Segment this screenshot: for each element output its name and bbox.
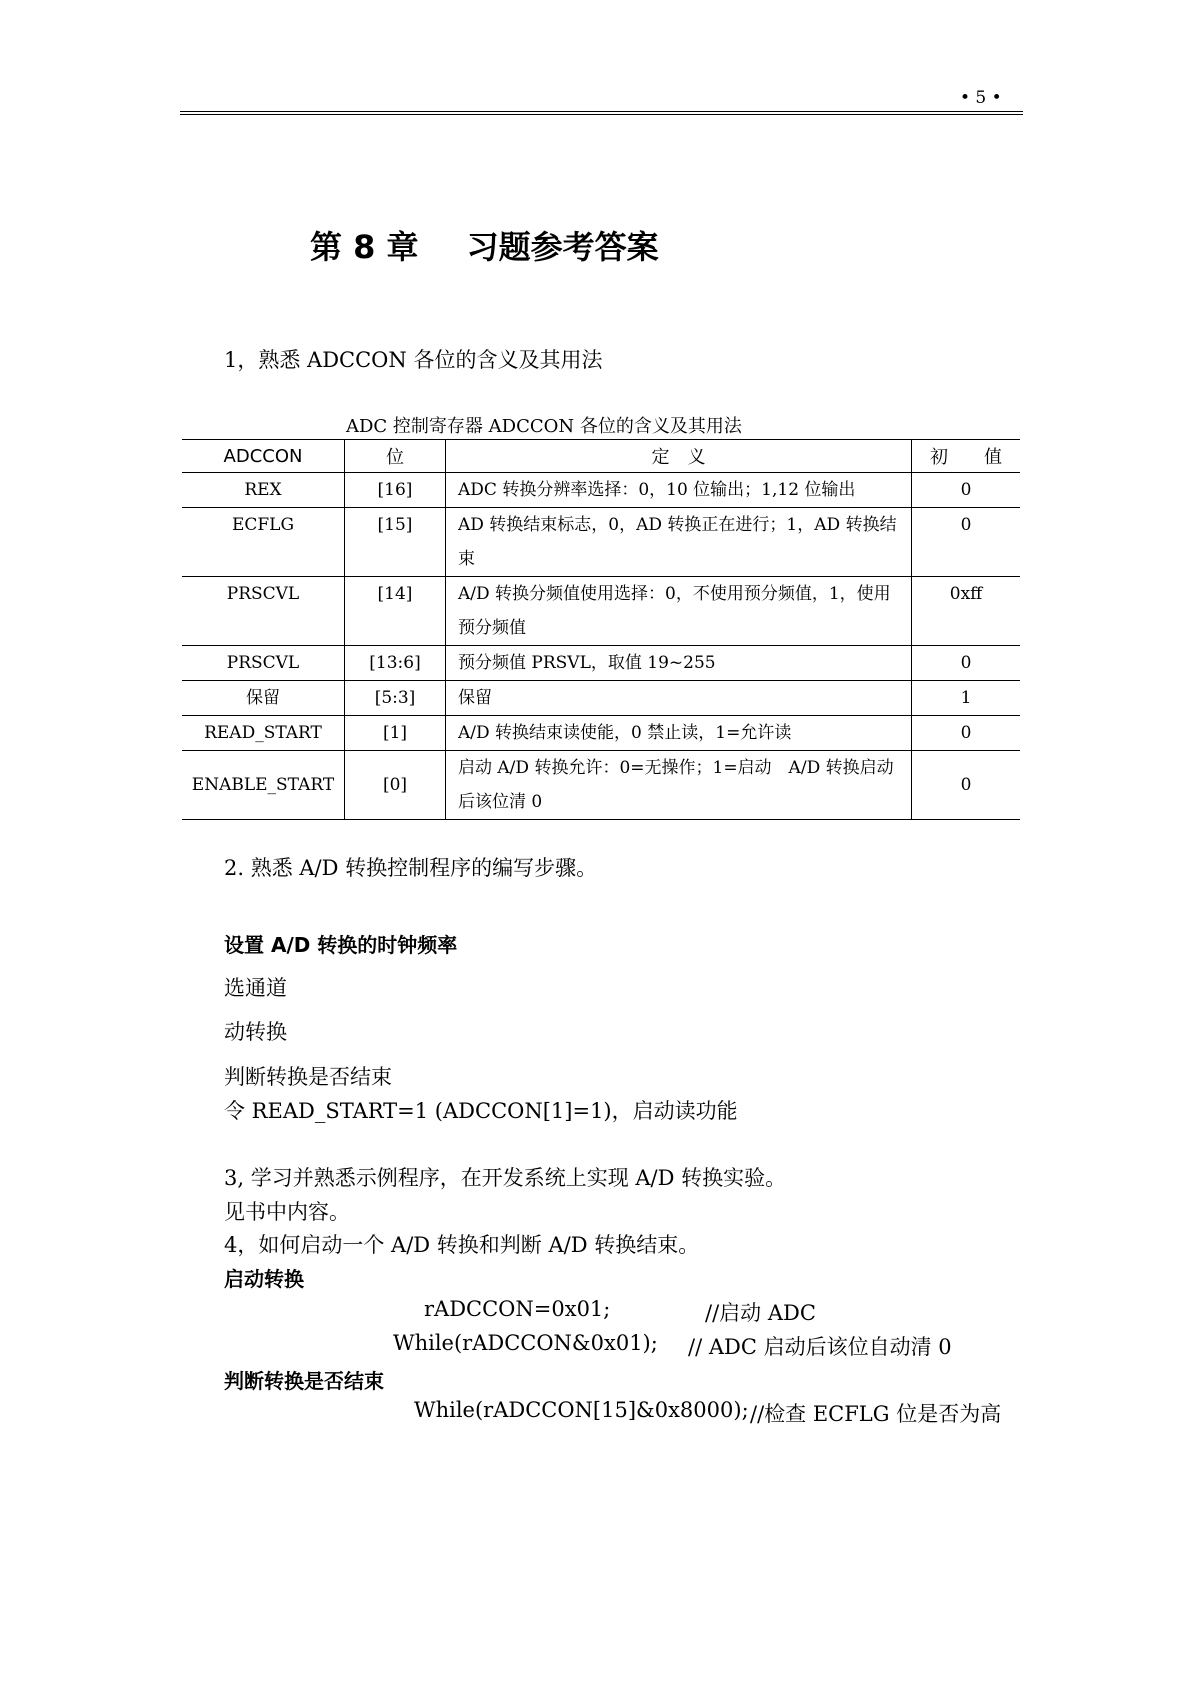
code-line-1: rADCCON=0x01;: [424, 1297, 611, 1321]
row-bit: [1]: [345, 716, 446, 751]
row-name: READ_START: [182, 716, 345, 751]
definition-line: AD 转换结束标志，0，AD 转换正在进行；1，AD 转换结: [458, 515, 897, 535]
row-name: PRSCVL: [182, 577, 345, 646]
step-select-channel: 选通道: [224, 976, 287, 1000]
header-adccon: ADCCON: [182, 440, 345, 473]
row-bit: [16]: [345, 473, 446, 508]
question-3-answer: 见书中内容。: [224, 1200, 350, 1224]
definition-line: A/D 转换分频值使用选择：0，不使用预分频值，1，使用: [458, 584, 891, 604]
code-comment-2: // ADC 启动后该位自动清 0: [688, 1335, 952, 1359]
page-number: • 5 •: [960, 88, 1002, 108]
row-initial-value: 0xff: [912, 577, 1021, 646]
table-row: [182, 508, 1020, 577]
chapter-number: 第 8 章: [310, 228, 419, 266]
row-definition: [446, 751, 912, 820]
definition-line: 后该位清 0: [458, 792, 543, 812]
row-definition: [446, 508, 912, 577]
step-start-conversion: 动转换: [224, 1020, 287, 1044]
row-name: 保留: [182, 681, 345, 716]
definition-line: ADC 转换分辨率选择：0，10 位输出；1,12 位输出: [458, 480, 856, 500]
row-bit: [13:6]: [345, 646, 446, 681]
header-rule: [180, 111, 1023, 112]
chapter-title: 习题参考答案: [466, 228, 659, 266]
definition-line: 启动 A/D 转换允许：0=无操作；1=启动 A/D 转换启动: [458, 758, 894, 778]
definition-line: 预分频值 PRSVL，取值 19~255: [458, 653, 716, 673]
step-clock-frequency: 设置 A/D 转换的时钟频率: [224, 933, 458, 957]
adccon-register-table: [182, 439, 1020, 820]
row-bit: [5:3]: [345, 681, 446, 716]
table-caption: ADC 控制寄存器 ADCCON 各位的含义及其用法: [346, 416, 742, 437]
row-bit: [15]: [345, 508, 446, 577]
code-comment-3: //检查 ECFLG 位是否为高: [750, 1402, 1002, 1426]
header-bit: 位: [345, 440, 446, 473]
code-comment-1: //启动 ADC: [705, 1301, 816, 1325]
definition-line: 预分频值: [458, 618, 526, 638]
question-1-title: 1，熟悉 ADCCON 各位的含义及其用法: [224, 348, 603, 372]
table-row: [182, 577, 1020, 646]
row-initial-value: 1: [912, 681, 1021, 716]
check-end-heading: 判断转换是否结束: [224, 1369, 384, 1393]
table-row: [182, 751, 1020, 820]
table-row: [182, 646, 1020, 681]
row-initial-value: 0: [912, 646, 1021, 681]
table-row: [182, 716, 1020, 751]
table-header-row: [182, 440, 1020, 473]
start-conversion-heading: 启动转换: [224, 1267, 304, 1291]
question-3-title: 3, 学习并熟悉示例程序，在开发系统上实现 A/D 转换实验。: [224, 1166, 787, 1190]
table-row: [182, 681, 1020, 716]
step-read-start: 令 READ_START=1 (ADCCON[1]=1)，启动读功能: [224, 1099, 738, 1123]
code-line-2: While(rADCCON&0x01);: [393, 1331, 658, 1355]
question-4-title: 4，如何启动一个 A/D 转换和判断 A/D 转换结束。: [224, 1233, 700, 1257]
row-definition: [446, 577, 912, 646]
row-name: ECFLG: [182, 508, 345, 577]
row-initial-value: 0: [912, 508, 1021, 577]
definition-line: 束: [458, 549, 475, 569]
step-check-end: 判断转换是否结束: [224, 1065, 392, 1089]
row-definition: [446, 646, 912, 681]
row-name: ENABLE_START: [182, 751, 345, 820]
definition-line: 保留: [458, 688, 492, 708]
row-initial-value: 0: [912, 751, 1021, 820]
row-bit: [0]: [345, 751, 446, 820]
question-2-title: 2. 熟悉 A/D 转换控制程序的编写步骤。: [224, 856, 598, 880]
header-initial-value: 初 值: [912, 440, 1021, 473]
row-initial-value: 0: [912, 716, 1021, 751]
header-rule-thin: [180, 114, 1023, 115]
row-name: REX: [182, 473, 345, 508]
header-definition: 定 义: [446, 440, 912, 473]
row-definition: [446, 681, 912, 716]
table-row: [182, 473, 1020, 508]
chapter-heading: [310, 222, 659, 268]
row-definition: [446, 473, 912, 508]
row-definition: [446, 716, 912, 751]
definition-line: A/D 转换结束读使能，0 禁止读，1=允许读: [458, 723, 792, 743]
code-line-3: While(rADCCON[15]&0x8000);: [414, 1398, 749, 1422]
row-bit: [14]: [345, 577, 446, 646]
row-initial-value: 0: [912, 473, 1021, 508]
row-name: PRSCVL: [182, 646, 345, 681]
